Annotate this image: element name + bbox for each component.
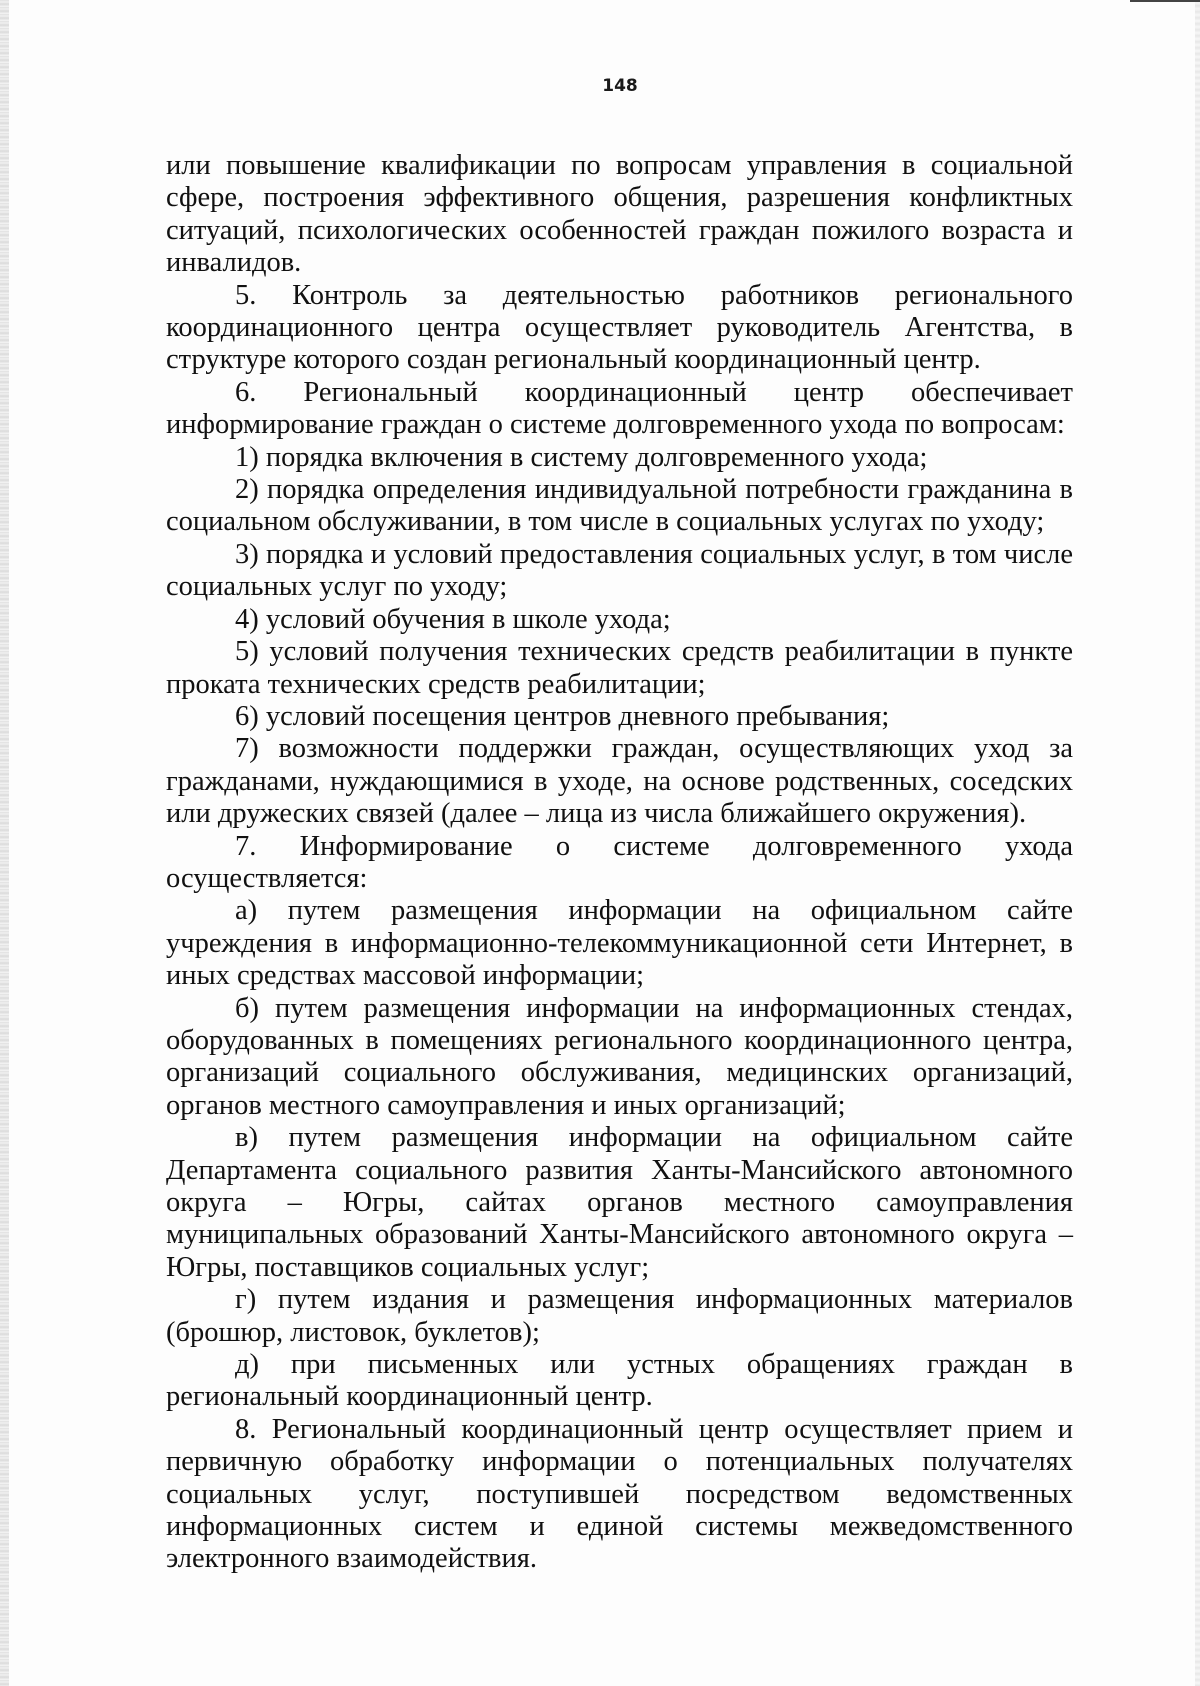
list-item: 2) порядка определения индивидуальной потребности гражданина в социальном обслуживании, в том числе в социальных услугах по уходу; <box>166 474 1073 538</box>
list-item: 3) порядка и условий предоставления социальных услуг, в том числе социальных услуг по уходу; <box>166 538 1073 603</box>
scan-mark-top-right <box>1130 0 1200 2</box>
list-item: 7) возможности поддержки граждан, осуществляющих уход за гражданами, нуждающимися в уходе, на основе родственных, соседских или дружеских связей (далее – лица из числа ближайшего окружения). <box>166 733 1073 830</box>
list-item: д) при письменных или устных обращениях граждан в региональный координационный центр. <box>166 1349 1073 1413</box>
paragraph: 5. Контроль за деятельностью работников регионального координационного центра осуществляет руководитель Агентства, в структуре которого создан региональный координационный центр. <box>166 279 1073 376</box>
list-item: 5) условий получения технических средств реабилитации в пункте проката технических средств реабилитации; <box>166 636 1073 700</box>
list-item: 6) условий посещения центров дневного пребывания; <box>235 700 890 732</box>
paragraph: или повышение квалификации по вопросам управления в социальной сфере, построения эффективного общения, разрешения конфликтных ситуаций, психологических особенностей граждан пожилого возраста и инвалидов. <box>166 150 1073 279</box>
list-item: а) путем размещения информации на официальном сайте учреждения в информационно-телекоммуникационной сети Интернет, в иных средствах массовой информации; <box>166 895 1073 992</box>
list-item: г) путем издания и размещения информационных материалов (брошюр, листовок, буклетов); <box>166 1284 1073 1348</box>
paragraph: 6. Региональный координационный центр обеспечивает информирование граждан о системе долговременного ухода по вопросам: <box>166 376 1073 441</box>
list-item: 1) порядка включения в систему долговременного ухода; <box>235 441 928 473</box>
scan-edge-right <box>1195 0 1200 1686</box>
list-item: б) путем размещения информации на информационных стендах, оборудованных в помещениях регионального координационного центра, организаций социального обслуживания, медицинских организаций, органов местного самоуправления и иных организаций; <box>166 992 1073 1121</box>
document-body <box>166 150 1073 1576</box>
list-item: 4) условий обучения в школе ухода; <box>235 603 671 635</box>
list-item: в) путем размещения информации на официальном сайте Департамента социального развития Ханты-Мансийского автономного округа – Югры, сайтах органов местного самоуправления муниципальных образований Ханты-Мансийского автономного округа – Югры, поставщиков социальных услуг; <box>166 1122 1073 1283</box>
paragraph: 7. Информирование о системе долговременного ухода осуществляется: <box>166 830 1073 894</box>
page-number: 148 <box>602 76 638 96</box>
paragraph: 8. Региональный координационный центр осуществляет прием и первичную обработку информации о потенциальных получателях социальных услуг, поступившей посредством ведомственных информационных систем и единой системы межведомственного электронного взаимодействия. <box>166 1413 1073 1575</box>
scan-edge-left <box>0 0 9 1686</box>
